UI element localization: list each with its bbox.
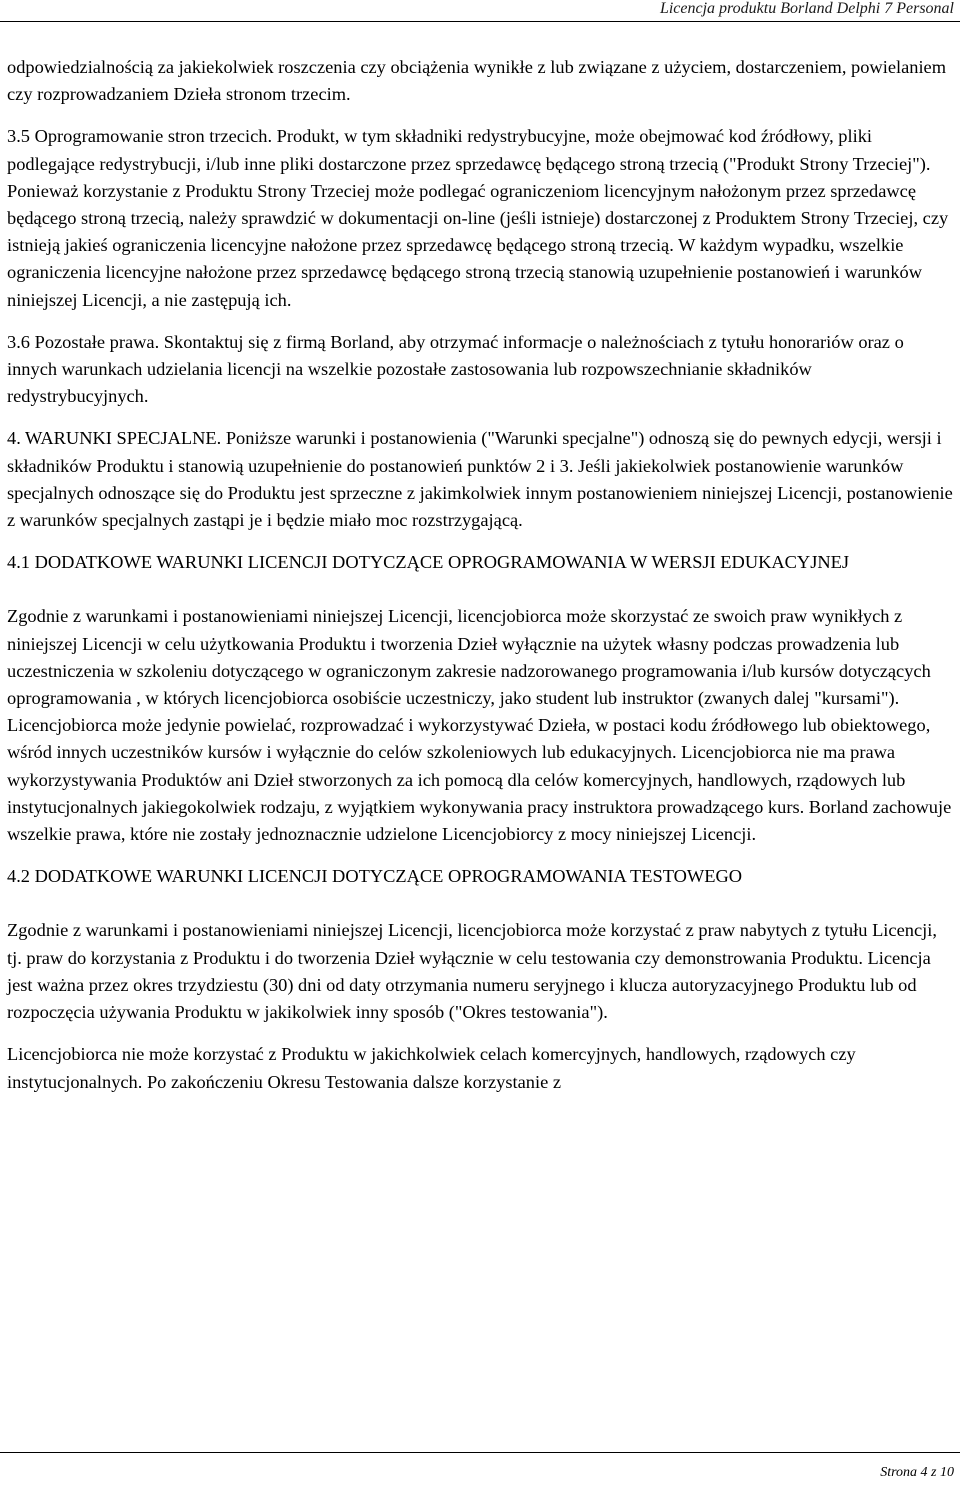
document-title: Licencja produktu Borland Delphi 7 Personal — [659, 0, 954, 17]
footer-divider — [0, 1452, 960, 1453]
paragraph-section-4-2-restrictions: Licencjobiorca nie może korzystać z Produktu w jakichkolwiek celach komercyjnych, handlowych, rządowych czy instytucjonalnych. Po zakończeniu Okresu Testowania dalsze korzystanie z — [7, 1044, 856, 1092]
document-body — [7, 54, 955, 1111]
header-divider — [0, 21, 960, 22]
paragraph-section-4-1-body: Zgodnie z warunkami i postanowieniami niniejszej Licencji, licencjobiorca może skorzystać ze swoich praw wynikłych z niniejszej Licencji w celu użytkowania Produktu i tworzenia Dzieł wyłącznie na użytek własny podczas prowadzenia lub uczestniczenia w szkoleniu dotyczącego w ograniczonym zakresie nadzorowanego programowania i/lub kursów dotyczących oprogramowania , w których licencjobiorca osobiście uczestniczy, jako student lub instruktor (zwanych dalej "kursami"). Licencjobiorca może jedynie powielać, rozprowadzać i wykorzystywać Dzieła, w postaci kodu źródłowego lub obiektowego, wśród innych uczestników kursów i wyłącznie do celów szkoleniowych lub edukacyjnych. Licencjobiorca nie ma prawa wykorzystywania Produktów ani Dzieł stworzonych za ich pomocą dla celów komercyjnych, handlowych, rządowych lub instytucjonalnych jakiegokolwiek rodzaju, z wyjątkiem wykonywania pracy instruktora prowadzącego kurs. Borland zachowuje wszelkie prawa, które nie zostały jednoznacznie udzielone Licencjobiorcy z mocy niniejszej Licencji. — [7, 606, 952, 845]
page-header — [0, 0, 960, 20]
page-number: Strona 4 z 10 — [880, 1465, 954, 1480]
paragraph-section-3-5: 3.5 Oprogramowanie stron trzecich. Produkt, w tym składniki redystrybucyjne, może obejmować kod źródłowy, pliki podlegające redystrybucji, i/lub inne pliki dostarczone przez sprzedawcę będącego stroną trzecią ("Produkt Strony Trzeciej"). Ponieważ korzystanie z Produktu Strony Trzeciej może podlegać ograniczeniom licencyjnym nałożonym przez sprzedawcę będącego stroną trzecią, należy sprawdzić w dokumentacji on-line (jeśli istnieje) dostarczonej z Produktem Strony Trzeciej, czy istnieją jakieś ograniczenia licencyjne nałożone przez sprzedawcę będącego stroną trzecią. W każdym wypadku, wszelkie ograniczenia licencyjne nałożone przez sprzedawcę będącego stroną trzecią stanowią uzupełnienie postanowień i warunków niniejszej Licencji, a nie zastępują ich. — [7, 126, 949, 310]
heading-section-4-2: 4.2 DODATKOWE WARUNKI LICENCJI DOTYCZĄCE OPROGRAMOWANIA TESTOWEGO — [7, 866, 743, 887]
paragraph-liability: odpowiedzialnością za jakiekolwiek roszczenia czy obciążenia wynikłe z lub związane z użyciem, dostarczeniem, powielaniem czy rozprowadzaniem Dzieła stronom trzecim. — [7, 57, 947, 105]
paragraph-section-4: 4. WARUNKI SPECJALNE. Poniższe warunki i postanowienia ("Warunki specjalne") odnoszą się do pewnych edycji, wersji i składników Produktu i stanowią uzupełnienie do postanowień punktów 2 i 3. Jeśli jakiekolwiek postanowienie warunków specjalnych odnoszące się do Produktu jest sprzeczne z jakimkolwiek innym postanowieniem niniejszej Licencji, postanowienie z warunków specjalnych zastąpi je i będzie miało moc rozstrzygającą. — [7, 428, 953, 531]
heading-section-4-1: 4.1 DODATKOWE WARUNKI LICENCJI DOTYCZĄCE OPROGRAMOWANIA W WERSJI EDUKACYJNEJ — [7, 552, 850, 573]
paragraph-section-3-6: 3.6 Pozostałe prawa. Skontaktuj się z firmą Borland, aby otrzymać informacje o należnościach z tytułu honorariów oraz o innych warunkach udzielania licencji na wszelkie pozostałe zastosowania lub rozpowszechnianie składników redystrybucyjnych. — [7, 331, 904, 407]
paragraph-section-4-2-body: Zgodnie z warunkami i postanowieniami niniejszej Licencji, licencjobiorca może korzystać z praw nabytych z tytułu Licencji, tj. praw do korzystania z Produktu i do tworzenia Dzieł wyłącznie w celu testowania czy demonstrowania Produktu. Licencja jest ważna przez okres trzydziestu (30) dni od daty otrzymania numeru seryjnego i klucza autoryzacyjnego Produktu lub od rozpoczęcia używania Produktu w jakikolwiek inny sposób ("Okres testowania"). — [7, 920, 937, 1023]
